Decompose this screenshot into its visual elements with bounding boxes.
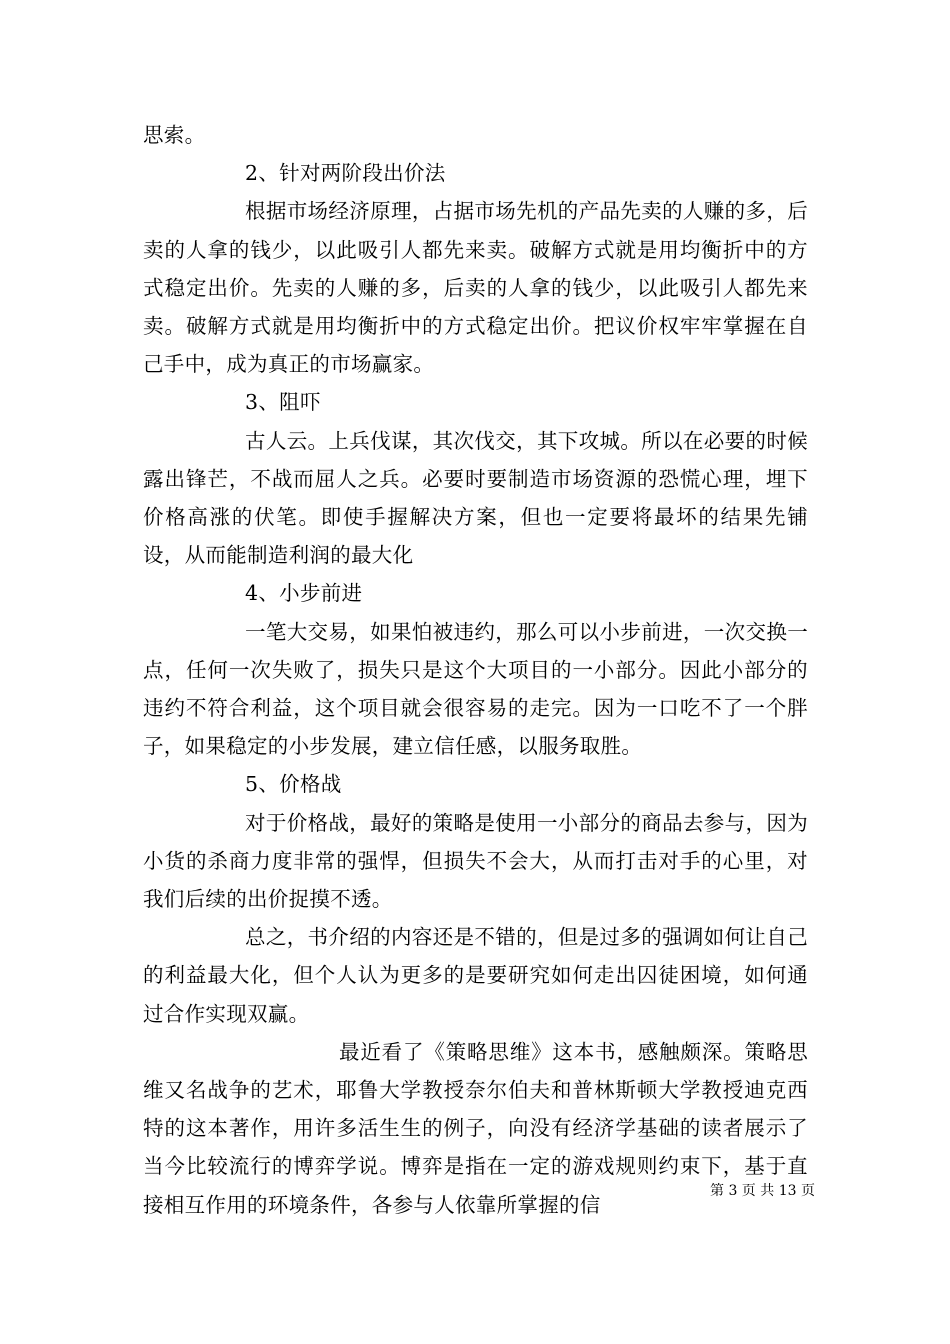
section-heading-4: 4、小步前进 (245, 581, 363, 606)
document-body (143, 116, 808, 1224)
section-heading-2: 2、针对两阶段出价法 (245, 161, 446, 186)
paragraph-continuation: 思索。 (143, 123, 206, 147)
paragraph-conclusion: 总之，书介绍的内容还是不错的，但是过多的强调如何让自己的利益最大化，但个人认为更多的是要研究如何走出囚徒困境，如何通过合作实现双赢。 (143, 925, 808, 1026)
section-heading-3: 3、阻吓 (245, 390, 321, 415)
paragraph-book-review: 最近看了《策略思维》这本书，感触颇深。策略思维又名战争的艺术，耶鲁大学教授奈尔伯夫和普林斯顿大学教授迪克西特的这本著作，用许多活生生的例子，向没有经济学基础的读者展示了当今比较流行的博弈学说。博弈是指在一定的游戏规则约束下，基于直接相互作用的环境条件，各参与人依靠所掌握的信 (143, 1039, 808, 1217)
page-number-footer: 第 3 页 共 13 页 (710, 1183, 815, 1199)
section-heading-5: 5、价格战 (245, 772, 342, 797)
paragraph-small-steps: 一笔大交易，如果怕被违约，那么可以小步前进，一次交换一点，任何一次失败了，损失只是这个大项目的一小部分。因此小部分的违约不符合利益，这个项目就会很容易的走完。因为一口吃不了一个胖子，如果稳定的小步发展，建立信任感，以服务取胜。 (143, 619, 808, 759)
paragraph-deterrence: 古人云。上兵伐谋，其次伐交，其下攻城。所以在必要的时候露出锋芒，不战而屈人之兵。必要时要制造市场资源的恐慌心理，埋下价格高涨的伏笔。即使手握解决方案，但也一定要将最坏的结果先铺设，从而能制造利润的最大化 (143, 428, 808, 568)
paragraph-price-war: 对于价格战，最好的策略是使用一小部分的商品去参与，因为小货的杀商力度非常的强悍，但损失不会大，从而打击对手的心里，对我们后续的出价捉摸不透。 (143, 810, 808, 912)
paragraph-two-stage-pricing: 根据市场经济原理，占据市场先机的产品先卖的人赚的多，后卖的人拿的钱少，以此吸引人都先来卖。破解方式就是用均衡折中的方式稳定出价。先卖的人赚的多，后卖的人拿的钱少，以此吸引人都先来卖。破解方式就是用均衡折中的方式稳定出价。把议价权牢牢掌握在自己手中，成为真正的市场赢家。 (143, 199, 808, 377)
